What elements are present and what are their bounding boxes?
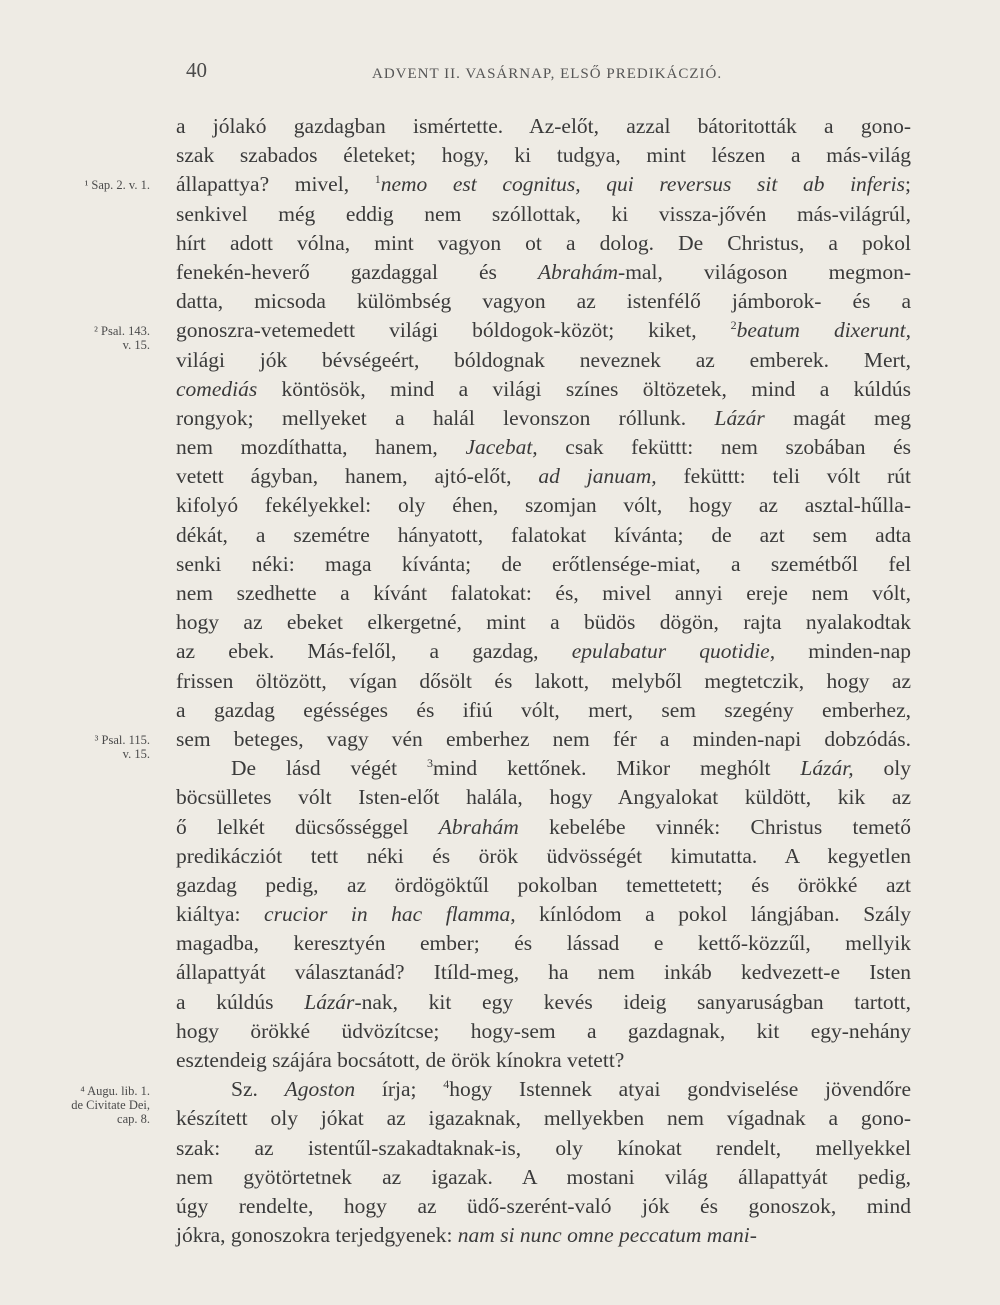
text-segment: rongyok; mellyeket a halál levonszon róllunk. xyxy=(176,405,715,430)
text-segment: ő lelkét dücsősséggel xyxy=(176,814,439,839)
text-segment: gazdag pedig, az ördögöktűl pokolban temettetett; és örökké azt xyxy=(176,872,911,897)
text-segment: hogy az ebeket elkergetné, mint a büdös dögön, rajta nyalakodtak xyxy=(176,610,911,635)
text-segment: az ebek. Más-felől, a gazdag, xyxy=(176,639,572,664)
text-segment: -mal, világoson megmon- xyxy=(618,259,912,284)
text-segment: feküttt: teli vólt rút xyxy=(656,464,912,489)
text-segment: dékát, a szemétre hányatott, falatokat kívánta; de azt sem adta xyxy=(176,522,911,547)
text-line xyxy=(176,608,911,637)
running-head: ADVENT II. VASÁRNAP, ELSŐ PREDIKÁCZIÓ. xyxy=(372,66,723,82)
text-line xyxy=(176,316,911,345)
text-segment: magadba, keresztyén ember; és lássad e kettő-közzűl, mellyik xyxy=(176,931,911,956)
text-line xyxy=(176,667,911,696)
text-segment: hírt adott vólna, mint vagyon ot a dolog. De Christus, a pokol xyxy=(176,230,911,255)
text-segment: vetett ágyban, hanem, ajtó-előt, xyxy=(176,464,539,489)
text-segment: esztendeig szájára bocsátott, de örök kínokra vetett? xyxy=(176,1048,625,1072)
italic-text: epulabatur quotidie, xyxy=(571,639,776,664)
text-segment: állapattyát választanád? Itíld-meg, ha nem inkáb kedvezett-e Isten xyxy=(176,960,911,985)
text-segment: De lásd végét xyxy=(231,756,427,781)
text-line xyxy=(176,1192,911,1221)
margin-note-line: ² Psal. 143. xyxy=(94,324,150,339)
italic-text: Agoston xyxy=(284,1077,356,1102)
text-line xyxy=(176,579,911,608)
margin-note-4 xyxy=(25,1084,150,1126)
margin-note-line: ¹ Sap. 2. v. 1. xyxy=(84,178,150,193)
text-segment: a kúldús xyxy=(176,989,305,1014)
text-segment: kínlódom a pokol lángjában. Szály xyxy=(515,902,911,927)
italic-text: comediás xyxy=(176,376,258,401)
text-segment: nem gyötörtetnek az igazak. A mostani világ állapattyát pedig, xyxy=(176,1164,911,1189)
text-line xyxy=(176,287,911,316)
text-segment: köntösök, mind a világi színes öltözetek, mind a kúldús xyxy=(257,376,911,401)
text-line xyxy=(176,258,911,287)
text-segment: predikácziót tett néki és örök üdvösségét kimutatta. A kegyetlen xyxy=(176,843,911,868)
text-line xyxy=(176,491,911,520)
text-segment: oly xyxy=(853,756,911,781)
text-segment: csak feküttt: nem szobában és xyxy=(537,435,911,460)
text-segment: a gazdag egésséges és ifiú vólt, mert, sem szegény emberhez, xyxy=(176,697,911,722)
text-segment: szak: az istentűl-szakadtaknak-is, oly kínokat rendelt, mellyekkel xyxy=(176,1135,911,1160)
text-segment: senki néki: maga kívánta; de erőtlensége-miat, a szemétből fel xyxy=(176,551,911,576)
page-number: 40 xyxy=(186,58,207,82)
text-segment: datta, micsoda külömbség vagyon az istenfélő jámborok- és a xyxy=(176,289,911,314)
text-segment: állapattya? mivel, xyxy=(176,172,375,197)
text-line xyxy=(176,462,911,491)
italic-text: Lázár, xyxy=(800,756,854,781)
text-line xyxy=(176,637,911,666)
text-segment: Sz. xyxy=(231,1077,285,1102)
text-line xyxy=(176,783,911,812)
margin-note-2 xyxy=(25,324,150,352)
italic-text: Lázár xyxy=(714,405,765,430)
text-line xyxy=(176,988,911,1017)
text-segment: nem szedhette a kívánt falatokat: és, mivel annyi ereje nem vólt, xyxy=(176,581,911,605)
text-segment: böcsülletes vólt Isten-előt halála, hogy Angyalokat küldött, kik az xyxy=(176,785,911,810)
text-segment: szak szabados életeket; hogy, ki tudgya, mint lészen a más-világ xyxy=(176,143,911,168)
text-line xyxy=(176,1046,911,1075)
text-segment: a jólakó gazdagban ismértette. Az-előt, azzal bátoritották a gono- xyxy=(176,114,911,138)
text-line xyxy=(176,433,911,462)
text-segment: senkivel még eddig nem szóllottak, ki vissza-jővén más-világrúl, xyxy=(176,201,911,226)
text-segment: -nak, kit egy kevés ideig sanyaruságban tartott, xyxy=(354,989,912,1014)
text-line xyxy=(176,404,911,433)
text-line xyxy=(176,229,911,258)
footnote-ref: 3 xyxy=(426,756,433,771)
text-line xyxy=(176,754,911,783)
text-segment: írja; xyxy=(355,1077,444,1102)
text-line xyxy=(176,1104,911,1133)
text-line xyxy=(176,871,911,900)
text-segment: kifolyó fekélyekkel: oly éhen, szomjan vólt, hogy az asztal-hűlla- xyxy=(176,493,911,518)
text-segment: úgy rendelte, hogy az üdő-szerént-való jók és gonoszok, mind xyxy=(176,1193,911,1218)
text-line xyxy=(176,200,911,229)
text-line xyxy=(176,1075,911,1104)
text-line xyxy=(176,550,911,579)
text-line xyxy=(176,1017,911,1046)
body-text xyxy=(176,112,911,1250)
margin-note-line: de Civitate Dei, xyxy=(71,1097,150,1112)
text-line xyxy=(176,521,911,550)
text-segment: kiáltya: xyxy=(176,902,265,927)
text-line xyxy=(176,696,911,725)
text-line xyxy=(176,375,911,404)
italic-text: nemo est cognitus, qui reversus sit ab inferis xyxy=(380,172,906,197)
margin-note-1 xyxy=(25,178,150,192)
text-segment: kebelébe vinnék: Christus temető xyxy=(518,814,911,839)
text-line xyxy=(176,1163,911,1192)
text-line xyxy=(176,842,911,871)
margin-note-line: ³ Psal. 115. xyxy=(94,733,150,748)
margin-note-3 xyxy=(25,733,150,761)
text-segment: frissen öltözött, vígan dősölt és lakott, melyből megtetczik, hogy az xyxy=(176,668,911,693)
text-line xyxy=(176,958,911,987)
italic-text: nam si nunc omne peccatum mani- xyxy=(457,1223,757,1248)
text-line xyxy=(176,1134,911,1163)
italic-text: ad januam, xyxy=(538,464,657,489)
text-line xyxy=(176,346,911,375)
text-line xyxy=(176,900,911,929)
text-segment: magát meg xyxy=(764,405,911,430)
text-line xyxy=(176,170,911,199)
text-line xyxy=(176,112,911,141)
text-line xyxy=(176,1221,911,1250)
text-segment: ; xyxy=(905,172,912,197)
margin-note-line: v. 15. xyxy=(122,747,150,762)
italic-text: beatum dixerunt, xyxy=(736,318,911,343)
text-line xyxy=(176,929,911,958)
text-segment: hogy Istennek atyai gondviselése jövendőre xyxy=(449,1077,911,1102)
text-segment: hogy örökké üdvözítcse; hogy-sem a gazdagnak, kit egy-nehány xyxy=(176,1018,911,1043)
footnote-ref: 2 xyxy=(730,318,737,333)
text-segment: minden-nap xyxy=(775,639,911,664)
margin-note-line: ⁴ Augu. lib. 1. xyxy=(80,1083,150,1098)
footnote-ref: 4 xyxy=(443,1077,450,1092)
text-segment: világi jók bévségeért, bóldognak neveznek az emberek. Mert, xyxy=(176,347,911,372)
text-line xyxy=(176,813,911,842)
italic-text: Abrahám xyxy=(538,259,619,284)
italic-text: Abrahám xyxy=(438,814,519,839)
italic-text: Lázár xyxy=(304,989,355,1014)
margin-note-line: v. 15. xyxy=(122,338,150,353)
italic-text: Jacebat, xyxy=(465,435,538,460)
text-segment: gonoszra-vetemedett világi bóldogok-közöt; kiket, xyxy=(176,318,731,343)
text-segment: sem beteges, vagy vén emberhez nem fér a minden-napi dobzódás. xyxy=(176,726,911,751)
italic-text: crucior in hac flamma, xyxy=(264,902,516,927)
text-segment: fenekén-heverő gazdaggal és xyxy=(176,259,539,284)
text-line xyxy=(176,141,911,170)
text-segment: mind kettőnek. Mikor meghólt xyxy=(432,756,801,781)
text-segment: jókra, gonoszokra terjedgyenek: xyxy=(176,1223,458,1248)
text-line xyxy=(176,725,911,754)
margin-note-line: cap. 8. xyxy=(117,1111,150,1126)
text-segment: készített oly jókat az igazaknak, mellyekben nem vígadnak a gono- xyxy=(176,1106,911,1131)
footnote-ref: 1 xyxy=(374,172,381,187)
text-segment: nem mozdíthatta, hanem, xyxy=(176,435,466,460)
